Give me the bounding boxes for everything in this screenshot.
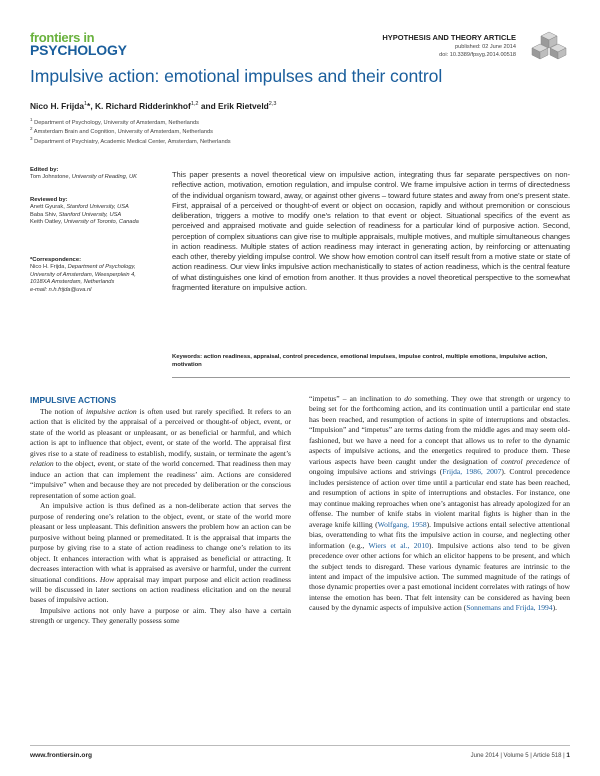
reviewer-1-name: Anett Gyurak, [30,204,65,211]
affiliation-text: Department of Psychiatry, Academic Medical Center, Amsterdam, Netherlands [34,138,231,145]
footer-issue-info [471,752,570,759]
body-paragraph-3: Impulsive actions not only have a purpose or aim. They also have a certain strength or urgency. They generally possess some [30,605,291,626]
author-3[interactable]: Erik Rietveld [218,101,269,111]
article-type: HYPOTHESIS AND THEORY ARTICLE [382,33,516,42]
affiliation-1 [30,117,199,126]
body-column-right [309,394,570,734]
doi[interactable]: doi: 10.3389/fpsyg.2014.00518 [439,51,516,58]
corr-name: Nico H. Frijda, [30,264,67,271]
affiliation-2 [30,126,213,135]
correspondence-label: *Correspondence: [30,257,82,263]
corr-affil: Department of Psychology, University of Amsterdam, Weesperplein 4, 1018XA Amsterdam, Netherlands [30,264,136,286]
emphasis: impulsive action [85,407,137,416]
affiliation-num: 3 [30,136,33,141]
emphasis: control precedence [501,456,561,466]
author-3-affil: 2,3 [268,101,277,108]
section-heading: IMPULSIVE ACTIONS [30,395,117,405]
text-run: An impulsive action is thus defined as a non-deliberate action that serves the purpose of rendering one’s relation to the object, event, or state of the world more pleasant or less unpleasant. This definition answers the problem how an action can be purposive without being planned or premeditated. It is the appraisal that imparts the purpose by giving rise to a state of action readiness to change one’s relation to its object. It enhances interaction with what is appraised as beneficial or attracting. It decreases interaction with what is appraised as aversive or harmful, under the current situational conditions. [30,501,291,584]
text-run: ). [552,603,557,613]
reviewer-3-affil: University of Toronto, Canada [63,219,139,226]
author-1-affil: 1 [83,101,88,108]
reviewed-by-label: Reviewed by: [30,197,68,203]
article-title: Impulsive action: emotional impulses and their control [30,66,443,86]
text-run: ). Impulsive actions also tend to be given precedence over other actions for which an elicitor happens to be present, and which the subject tends to disregard. These various dynamic features are intrinsic to the intent and impact of the impulsive action. The summed magnitude of the ratings of those dynamic properties over a past emotional incident correlates with ratings of how intense the emotion has been. That felt intensity can be considered as having been caused by the dynamic aspects of impulsive action ( [309,540,571,613]
open-access-cubes-icon [528,30,570,60]
text-run: The notion of [40,407,86,416]
logo-line1: frontiers in [30,30,95,45]
footer-rule [30,745,570,746]
text-run: of ongoing impulsive actions and strivings ( [309,456,570,477]
body-paragraph-1 [30,407,291,501]
emphasis: relation [30,459,54,469]
affiliation-text: Department of Psychology, University of Amsterdam, Netherlands [34,119,200,126]
keywords-list: action readiness, appraisal, control precedence, emotional impulses, impulse control, multiple emotions, impulsive action, motivation [172,354,548,369]
editor-name: Tom Johnstone, [30,174,71,181]
logo-line2: PSYCHOLOGY [30,42,127,58]
emphasis: do [404,394,412,403]
reviewer-2-name: Baba Shiv, [30,211,58,218]
reviewed-by-block [30,197,150,227]
author-2[interactable]: K. Richard Ridderinkhof [94,101,191,111]
reviewer-1-affil: Stanford University, USA [66,204,129,211]
reviewer-2-affil: Stanford University, USA [58,211,122,218]
text-run: appraisal may impart purpose and elicit action readiness will be discussed in later sections on action readiness elicitation and on the neural bases of impulsive action. [30,574,291,605]
abstract-divider [172,377,570,378]
keywords [172,353,570,370]
footer-site-link[interactable]: www.frontiersin.org [30,752,93,759]
author-2-affil: 1,2 [190,101,199,108]
body-column-left [30,407,291,735]
author-and: and [200,101,216,111]
citation-link[interactable]: Sonnemans and Frijda, 1994 [466,603,553,613]
affiliation-num: 1 [30,117,33,122]
affiliation-num: 2 [30,126,33,131]
text-run: ). Impulsive actions entail selective attentional bias, overattending to what fits the impulsive action in course, and neglecting other information (e.g., [309,519,570,550]
author-list: Nico H. Frijda$^1$*, K. Richard Ridderinkhof$^{1,2}$ and Erik Rietveld$^{2,3}$ [30,101,277,111]
citation-link[interactable]: Frijda, 1986, 2007 [442,467,502,477]
reviewer-3-name: Keith Oatley, [30,219,63,226]
keywords-label: Keywords: [172,354,203,360]
correspondence-block [30,257,150,294]
text-run: is often used but rarely specified. It refers to an action that is elicited by the appraisal of a perceived or thought-of object, event, or state of the world as pleasant or unpleasant, or as beneficial or harmful, and which action is apt to influence that object, event, or state of the world. The appraisal first gives rise to a state of readiness to establish, modify, sustain, or terminate the agent’s [30,407,291,458]
body-paragraph-4 [309,394,570,614]
citation-link[interactable]: Wolfgang, 1958 [377,519,427,529]
publication-info [439,44,516,59]
emphasis: How [99,574,115,584]
corr-email[interactable]: e-mail: n.h.frijda@uva.nl [30,286,92,293]
edited-by-label: Edited by: [30,167,59,173]
text-run: to the object, event, or state of the world concerned. That readiness then may induce an action that can implement the readiness’ aim. Actions are considered “impulsive” when and because they are not preceded by deliberation or the conscious representation of some action goal. [30,459,291,500]
journal-logo[interactable] [30,32,127,56]
citation-link[interactable]: Wiers et al., 2010 [368,540,429,550]
author-1[interactable]: Nico H. Frijda [30,101,84,111]
edited-by-block [30,167,150,182]
page-number: 1 [566,752,570,759]
text-run: something. They owe that strength or urgency to being set for the forthcoming action, and its continuation until a particular end state has been reached, and resumption of actions in spite of interruptions and obstacles. “Impulsion” and “impetus” are terms dating from the middle ages and may seem old-fashioned, but we have a need for a concept that allows us to refer to the dynamic aspects of impulsive actions, and the energetics required to produce them. These various aspects have been caught under the designation of [309,394,570,466]
footer-issue: June 2014 | Volume 5 | Article 518 | [470,753,565,759]
abstract: This paper presents a novel theoretical view on impulsive action, integrating thus far separate perspectives on non-reflective action, motivation, emotion regulation, and impulse control. We frame impulsive action in terms of directedness of the individual organism toward, away, or against other givens – toward future states and away from one’s present state. First, appraisal of a perceived or thought-of event or object on occasion, rapidly and without premonition or conscious deliberation, triggers a motive to modify one’s relation to that event or object. Situational specifics of the event as perceived and appraised motivate and guide selection of readiness for a particular kind of purposive action. Second, perception of complex situations can give rise to multiple appraisals, multiple motives, and multiple simultaneous changes in action readiness. Multiple states of action readiness may interact in generating action, by reinforcing or attenuating each other, thereby yielding impulse control. We show how emotion control can itself result from a motive state or state of action readiness. Our view links impulsive action mechanistically to states of action readiness, which is the central feature of what distinguishes one kind of emotion from another. It thus provides a novel theoretical perspective to the somewhat fragmented literature on impulsive action. [172,170,570,292]
affiliation-3 [30,136,231,145]
text-run: ). Control precedence includes persistence of action over time until a particular end state has been reached, and resumption of actions in spite of interruptions and obstacles. For instance, one may continue making reproaches when one’s antagonist has already apologized for an offense. The number of knife stabs in violent marital fights is higher than in the average knife killing ( [309,467,570,529]
corresponding-star: * [87,101,91,111]
affiliation-text: Amsterdam Brain and Cognition, University of Amsterdam, Netherlands [33,128,214,135]
body-paragraph-2 [30,501,291,606]
text-run: “impetus” – an inclination to [309,394,405,403]
published-date: published: 02 June 2014 [455,44,516,50]
editor-affil: University of Reading, UK [71,174,137,181]
